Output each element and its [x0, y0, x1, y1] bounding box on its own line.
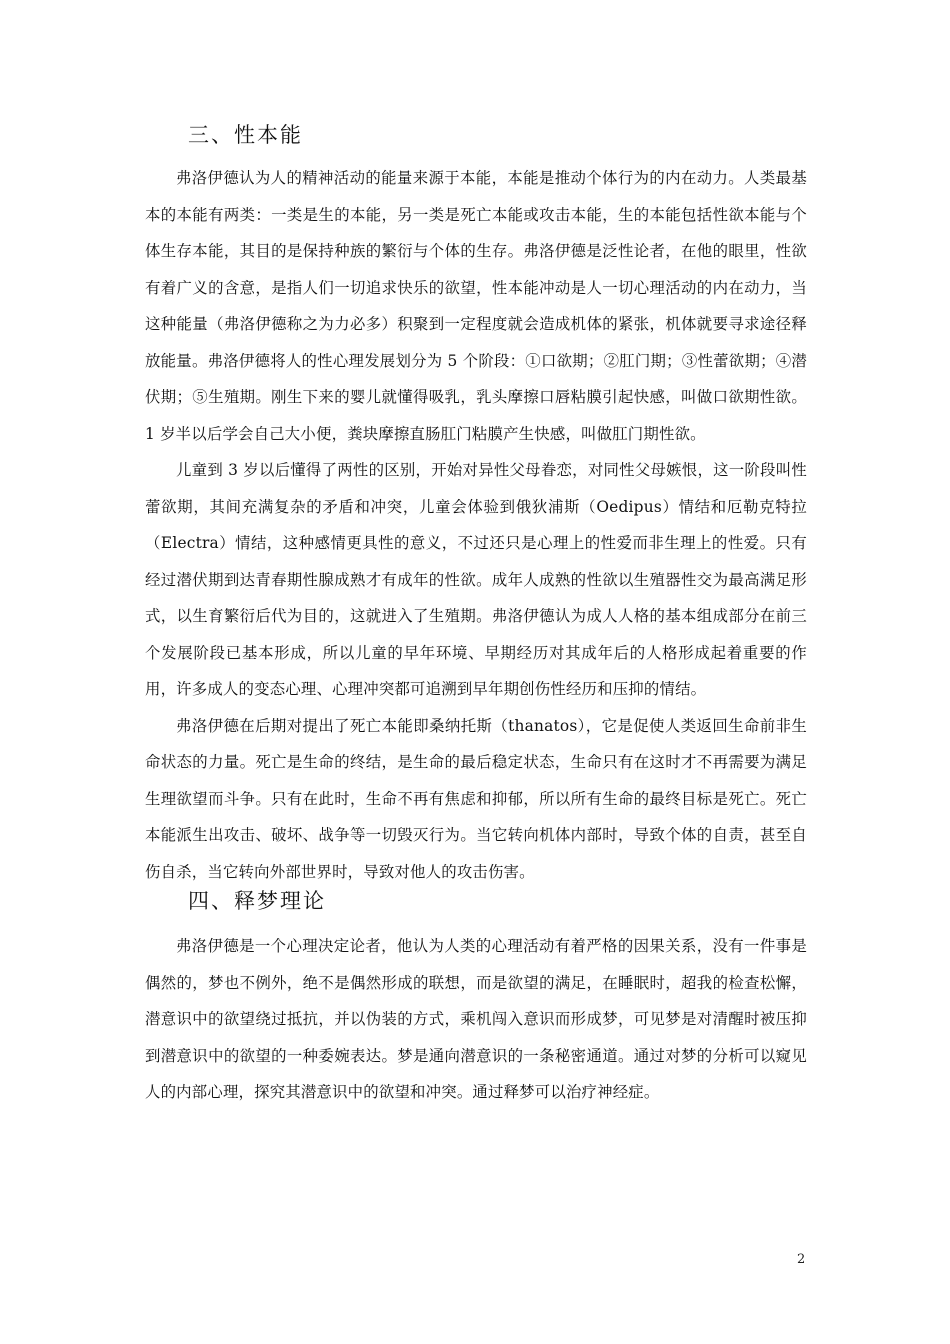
page-content: [145, 118, 807, 1111]
section-heading-dream-theory: 四、释梦理论: [188, 889, 326, 913]
paragraph-instinct-theory: 弗洛伊德认为人的精神活动的能量来源于本能，本能是推动个体行为的内在动力。人类最基本的本能有两类：一类是生的本能，另一类是死亡本能或攻击本能，生的本能包括性欲本能与个体生存本能，其目的是保持种族的繁衍与个体的生存。弗洛伊德是泛性论者，在他的眼里，性欲有着广义的含意，是指人们一切追求快乐的欲望，性本能冲动是人一切心理活动的内在动力，当这种能量（弗洛伊德称之为力必多）积聚到一定程度就会造成机体的紧张，机体就要寻求途径释放能量。弗洛伊德将人的性心理发展划分为 5 个阶段：①口欲期；②肛门期；③性蕾欲期；④潜伏期；⑤生殖期。刚生下来的婴儿就懂得吸乳，乳头摩擦口唇粘膜引起快感，叫做口欲期性欲。1 岁半以后学会自己大小便，粪块摩擦直肠肛门粘膜产生快感，叫做肛门期性欲。: [145, 169, 807, 443]
paragraph-death-instinct: 弗洛伊德在后期对提出了死亡本能即桑纳托斯（thanatos），它是促使人类返回生命前非生命状态的力量。死亡是生命的终结，是生命的最后稳定状态，生命只有在这时才不再需要为满足生理欲望而斗争。只有在此时，生命不再有焦虑和抑郁，所以所有生命的最终目标是死亡。死亡本能派生出攻击、破坏、战争等一切毁灭行为。当它转向机体内部时，导致个体的自责，甚至自伤自杀，当它转向外部世界时，导致对他人的攻击伤害。: [145, 716, 807, 881]
paragraph-dream-interpretation: 弗洛伊德是一个心理决定论者，他认为人类的心理活动有着严格的因果关系，没有一件事是偶然的，梦也不例外，绝不是偶然形成的联想，而是欲望的满足，在睡眠时，超我的检查松懈，潜意识中的欲望绕过抵抗，并以伪装的方式，乘机闯入意识而形成梦，可见梦是对清醒时被压抑到潜意识中的欲望的一种委婉表达。梦是通向潜意识的一条秘密通道。通过对梦的分析可以窥见人的内部心理，探究其潜意识中的欲望和冲突。通过释梦可以治疗神经症。: [145, 937, 807, 1101]
section-heading-sexual-instinct: 三、性本能: [188, 123, 303, 147]
paragraph-childhood-stages: 儿童到 3 岁以后懂得了两性的区别，开始对异性父母眷恋，对同性父母嫉恨，这一阶段叫性蕾欲期，其间充满复杂的矛盾和冲突，儿童会体验到俄狄浦斯（Oedipus）情结和厄勒克特拉（Electra）情结，这种感情更具性的意义，不过还只是心理上的性爱而非生理上的性爱。只有经过潜伏期到达青春期性腺成熟才有成年的性欲。成年人成熟的性欲以生殖器性交为最高满足形式，以生育繁衍后代为目的，这就进入了生殖期。弗洛伊德认为成人人格的基本组成部分在前三个发展阶段已基本形成，所以儿童的早年环境、早期经历对其成年后的人格形成起着重要的作用，许多成人的变态心理、心理冲突都可追溯到早年期创伤性经历和压抑的情结。: [145, 461, 807, 698]
page-number: 2: [797, 1252, 806, 1267]
